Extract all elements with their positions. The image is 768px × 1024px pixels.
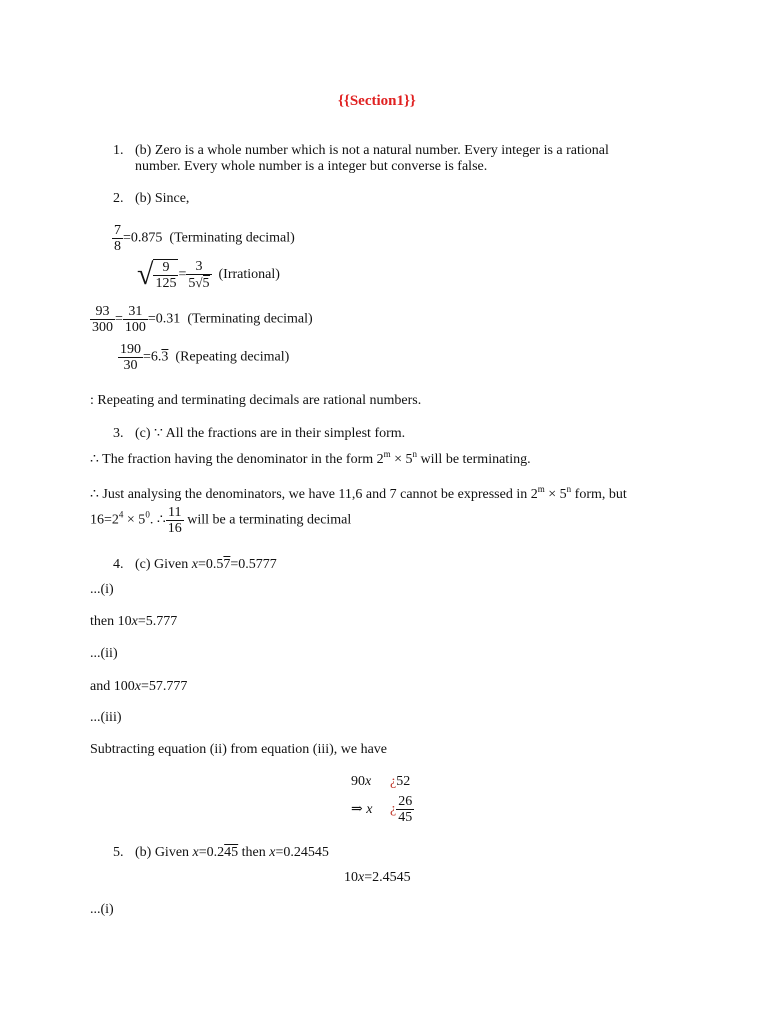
fraction-190-30: $\frac{190}{30}$ xyxy=(120,342,141,373)
q3-number: 3. xyxy=(113,426,124,441)
q4-and: and 100x=57.777 xyxy=(90,679,188,694)
q4-given: (c) Given x=0.57=0.5777 xyxy=(135,557,277,572)
q1-line-2: number. Every whole number is a integer but converse is false. xyxy=(135,159,488,174)
fraction-11-16: $\frac{11}{16}$ xyxy=(167,505,182,536)
fraction-7-8: $\frac{7}{8}$ xyxy=(114,223,121,254)
q4-tag-2: ...(ii) xyxy=(90,646,118,661)
q3-line-1: (c) ∵ All the fractions are in their simplest form. xyxy=(135,426,406,441)
q3-line-2: ∴ The fraction having the denominator in the form $2^m \times 5^n$ will be terminating. xyxy=(90,449,531,467)
q4-eq-1-lhs: 90x xyxy=(351,774,372,789)
q2-row-4-note: (Repeating decimal) xyxy=(175,349,290,365)
q3-line-4: $16=2^4 \times 5^0$. ∴ $\frac{11}{16}$ will be a terminating decimal xyxy=(90,505,352,536)
q2-row-2-note: (Irrational) xyxy=(218,267,280,283)
q1-number: 1. xyxy=(113,143,124,158)
square-root: √ $\frac{9}{125}$ xyxy=(137,258,177,291)
q5-tag-1: ...(i) xyxy=(90,902,114,917)
q4-tag-1: ...(i) xyxy=(90,582,114,597)
q2-row-1-note: (Terminating decimal) xyxy=(169,230,295,246)
q2-row-3-note: (Terminating decimal) xyxy=(187,311,313,327)
q2-row-3: $\frac{93}{300}$ = $\frac{31}{100}$ =0.31 (Terminating decimal) xyxy=(92,304,313,335)
q4-then: then 10x=5.777 xyxy=(90,614,178,629)
q4-eq-2-rhs: ¿ $\frac{26}{45}$ xyxy=(390,794,413,825)
q1-line-1: (b) Zero is a whole number which is not a natural number. Every integer is a rational xyxy=(135,143,609,158)
q4-number: 4. xyxy=(113,557,124,572)
q4-subtract: Subtracting equation (ii) from equation (iii), we have xyxy=(90,742,388,757)
q4-tag-3: ...(iii) xyxy=(90,710,122,725)
q2-row-1: $\frac{7}{8}$ =0.875 (Terminating decimal) xyxy=(114,223,295,254)
q2-row-2: √ $\frac{9}{125}$ = $\frac{3}{5√5}$ (Irrational) xyxy=(137,258,280,291)
q5-given: (b) Given x=0.245 then x=0.24545 xyxy=(135,845,329,860)
q4-eq-2-lhs: ⇒ x xyxy=(351,802,373,817)
q3-line-3: ∴ Just analysing the denominators, we have 11,6 and 7 cannot be expressed in $2^m \times 5^n$ form, but xyxy=(90,484,627,502)
q2-intro: (b) Since, xyxy=(135,191,190,206)
q5-line-2: 10x=2.4545 xyxy=(344,870,411,885)
section-heading: {{Section1}} xyxy=(338,93,416,109)
fraction-31-100: $\frac{31}{100}$ xyxy=(124,304,146,335)
q2-row-4: $\frac{190}{30}$ =6.3 (Repeating decimal) xyxy=(120,342,290,373)
fraction-3-over-5root5: $\frac{3}{5√5}$ xyxy=(188,259,210,291)
fraction-26-45: $\frac{26}{45}$ xyxy=(398,794,413,825)
q4-eq-1-rhs: ¿52 xyxy=(390,774,411,789)
q2-number: 2. xyxy=(113,191,124,206)
q5-number: 5. xyxy=(113,845,124,860)
fraction-93-300: $\frac{93}{300}$ xyxy=(92,304,113,335)
q2-conclusion: : Repeating and terminating decimals are rational numbers. xyxy=(90,393,422,408)
